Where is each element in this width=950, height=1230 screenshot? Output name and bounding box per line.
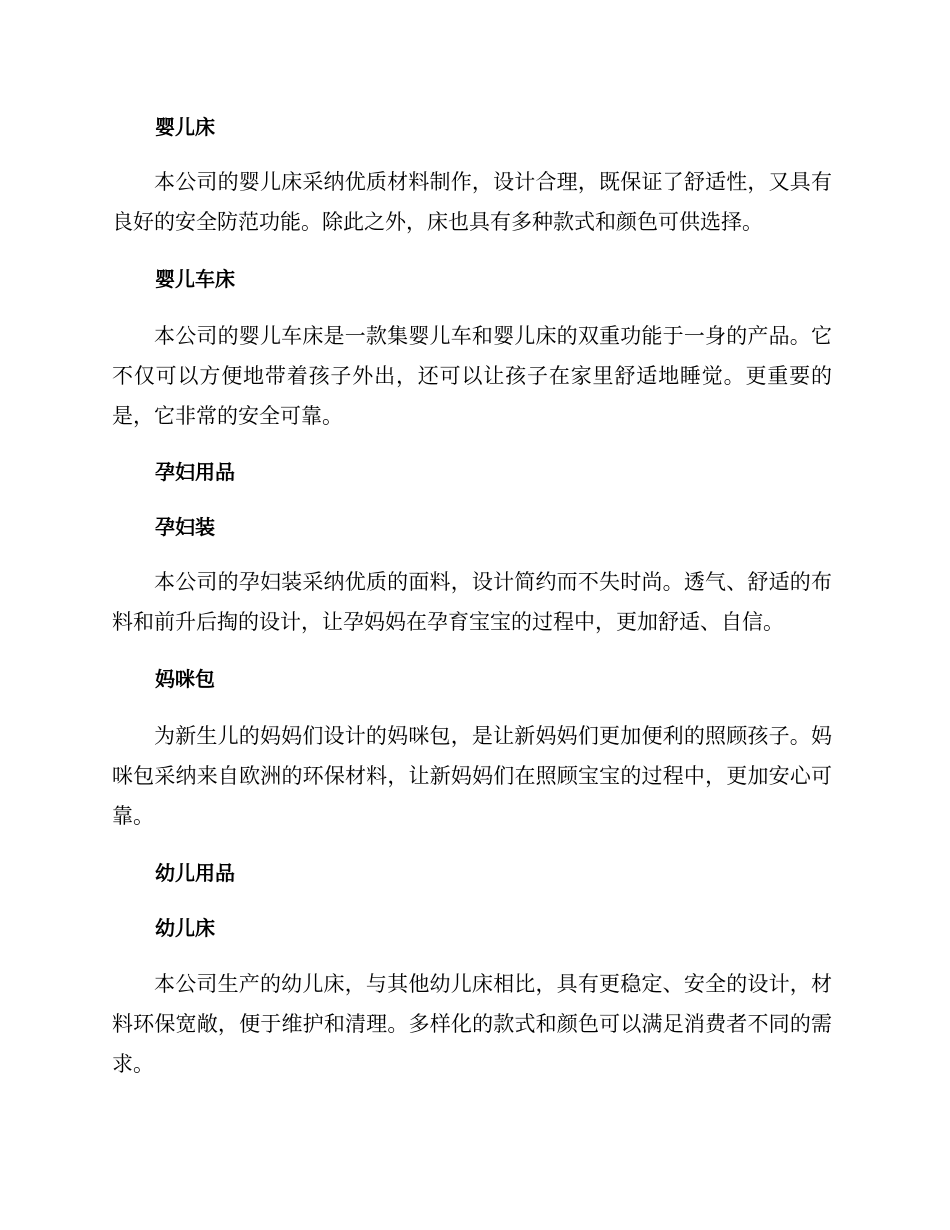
section-heading-toddler-bed: 幼儿床 <box>155 916 215 940</box>
paragraph-toddler-bed: 本公司生产的幼儿床，与其他幼儿床相比，具有更稳定、安全的设计，材料环保宽敞，便于维护和清理。多样化的款式和颜色可以满足消费者不同的需求。 <box>112 972 832 1076</box>
section-heading-baby-crib: 婴儿床 <box>155 115 215 139</box>
section-heading-maternity-products: 孕妇用品 <box>155 460 235 484</box>
paragraph-baby-crib: 本公司的婴儿床采纳优质材料制作，设计合理，既保证了舒适性，又具有良好的安全防范功能。除此之外，床也具有多种款式和颜色可供选择。 <box>112 170 832 234</box>
paragraph-mommy-bag: 为新生儿的妈妈们设计的妈咪包，是让新妈妈们更加便利的照顾孩子。妈咪包采纳来自欧洲的环保材料，让新妈妈们在照顾宝宝的过程中，更加安心可靠。 <box>112 724 832 828</box>
section-heading-maternity-wear: 孕妇装 <box>155 515 215 539</box>
section-heading-baby-stroller-crib: 婴儿车床 <box>155 267 235 291</box>
paragraph-maternity-wear: 本公司的孕妇装采纳优质的面料，设计简约而不失时尚。透气、舒适的布料和前升后掏的设计，让孕妈妈在孕育宝宝的过程中，更加舒适、自信。 <box>112 570 832 634</box>
section-heading-mommy-bag: 妈咪包 <box>155 667 215 691</box>
paragraph-baby-stroller-crib: 本公司的婴儿车床是一款集婴儿车和婴儿床的双重功能于一身的产品。它不仅可以方便地带着孩子外出，还可以让孩子在家里舒适地睡觉。更重要的是，它非常的安全可靠。 <box>112 324 832 428</box>
section-heading-toddler-products: 幼儿用品 <box>155 861 235 885</box>
